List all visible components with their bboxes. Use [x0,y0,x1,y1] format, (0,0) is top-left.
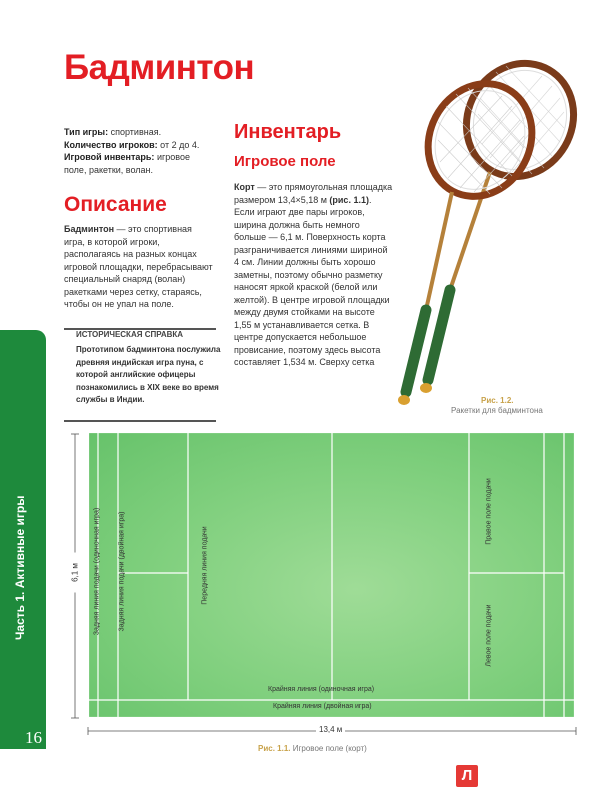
history-title: ИСТОРИЧЕСКАЯ СПРАВКА [76,330,184,339]
figure-court-text: Игровое поле (корт) [292,744,367,753]
label-back-double: Задняя линия подачи (двойная игра) [118,511,126,632]
history-text: Прототипом бадминтона послужила древняя индийская игра пуна, с которой английские офицеры познакомились в XIX веке во время службы в Индии. [76,345,221,404]
court-term: Корт [234,182,255,192]
court-lines [88,432,575,718]
game-type-value: спортивная. [110,127,162,137]
label-side-double: Крайняя линия (двойная игра) [273,703,372,710]
figure-rackets-caption: Ракетки для бадминтона [451,406,543,415]
description-text [64,223,214,311]
figure-ref: (рис. 1.1) [329,194,369,205]
label-side-single: Крайняя линия (одиночная игра) [268,686,375,693]
figure-rackets-num-text: Рис. 1.2. [481,396,514,405]
length-label: 13,4 м [316,725,345,734]
label-back-single: Задняя линия подачи (одиночная игра) [93,507,101,636]
label-left-field: Левое поле подачи [485,604,493,667]
court-text-a: — это прямоугольная площадка размером 13,4×5,18 м [234,182,393,205]
figure-court-caption [258,744,367,753]
players-value: от 2 до 4. [160,139,200,150]
equipment-label: Игровой инвентарь: [64,152,155,162]
figure-rackets-num [481,396,514,405]
equipment-heading: Инвентарь [234,121,342,143]
page-title: Бадминтон [64,48,255,87]
rackets-image [340,40,580,420]
width-label: 6,1 м [71,553,80,593]
label-right-field: Правое поле подачи [485,478,493,545]
game-type-label: Тип игры: [64,127,109,137]
racket-front [398,65,551,405]
section-tab-label: Часть 1. Активные игры [13,495,27,640]
racket-back [420,44,580,393]
court-subheading: Игровое поле [234,153,336,170]
court-text-b: . Если играют две пары игроков, ширина должна быть немного больше — 6,1 м. Поверхность корта разграничивается линиями шириной 4 см. Линии должны быть хорошо заметны, поэтому обычно разметку наносят яркой краской (белой или желтой). В центре игровой площадки между двумя стойками на высоте 1,55 м устанавливается сетка. В центре допускается небольшое провисание, поэтому здесь высота составляет 1,534 м. Сверху сетка [234,194,390,367]
label-front-line: Передняя линия подачи [201,526,209,605]
description-heading: Описание [64,193,167,216]
equipment-value: игровое поле, ракетки, волан. [64,152,190,175]
game-info [64,126,209,176]
description-body: — это спортивная игра, в которой игроки, располагаясь на разных концах игровой площадки, перебрасывают специальный снаряд (волан) ракетками через сетку, стараясь, чтобы он не упал на поле. [64,224,213,309]
description-term: Бадминтон [64,224,115,234]
figure-court-num: Рис. 1.1. [258,744,291,753]
publisher-logo: Л [456,765,478,787]
players-label: Количество игроков: [64,139,158,150]
page-number: 16 [0,727,46,749]
